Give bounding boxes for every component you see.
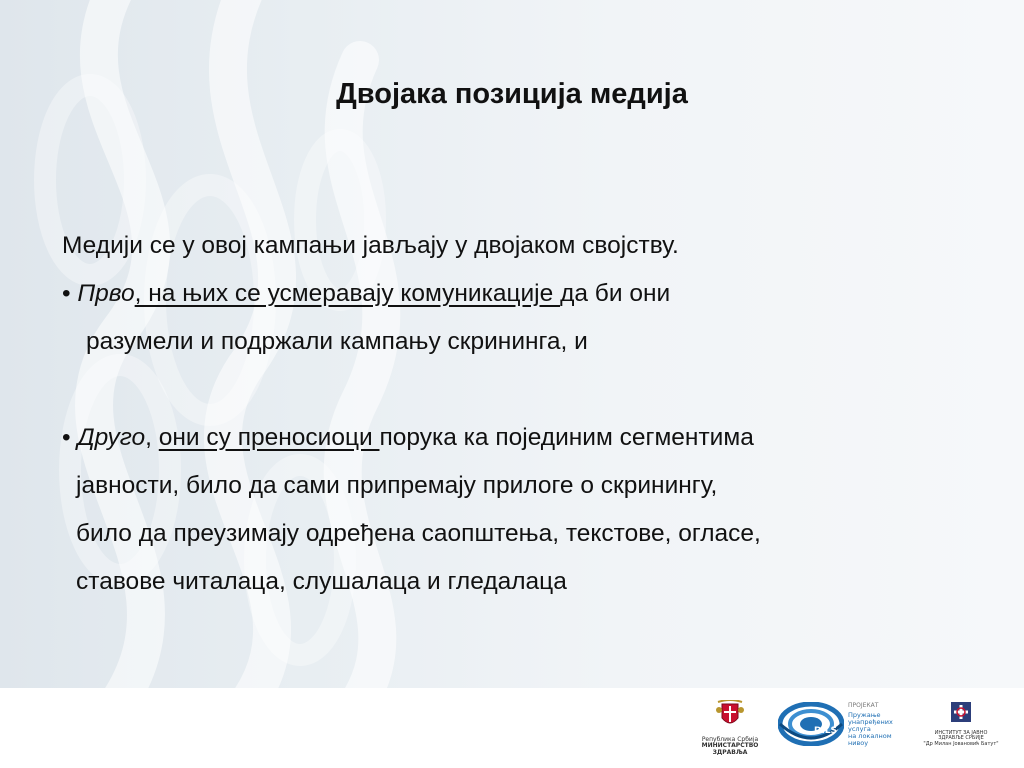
dils-project-logo: [778, 700, 912, 750]
serbian-coat-of-arms-icon: [694, 700, 766, 730]
bullet-2-line-3: било да преузимају одређена саопштења, текстове, огласе,: [76, 520, 761, 547]
intro-line: Медији се у овој кампањи јављају у двојаком својству.: [62, 232, 679, 259]
ministry-line-1: Република Србија: [701, 736, 759, 743]
bullet-1-italic: Прво: [77, 280, 135, 307]
institute-line-1: ИНСТИТУТ ЗА ЈАВНО ЗДРАВЉЕ СРБИЈЕ: [934, 730, 988, 742]
bullet-1-line-1: [62, 270, 992, 318]
bullet-2-line-4: ставове читалаца, слушалаца и гледалаца: [76, 568, 567, 595]
dils-line-1: ПРОЈЕКАТ: [848, 702, 879, 709]
bullet-1-rest: да би они: [560, 280, 671, 307]
ministry-of-health-logo: [694, 700, 766, 756]
ministry-line-2: МИНИСТАРСТВО ЗДРАВЉА: [701, 742, 759, 756]
dils-swirl-logo-icon: [778, 702, 844, 746]
paragraph-gap: [62, 366, 992, 414]
bullet-marker: •: [62, 424, 71, 451]
bullet-2-line-1: [62, 414, 992, 462]
bullet-2-italic: Друго: [77, 424, 146, 451]
bullet-2-line-2: јавности, било да сами припремају прилоге о скринингу,: [76, 472, 718, 499]
slide-title: Двојака позиција медија: [336, 78, 688, 110]
dils-line-4: на локалном нивоу: [848, 731, 892, 747]
bullet-2-rest: порука ка појединим сегментима: [379, 424, 754, 451]
bullet-1-line-2: разумели и подржали кампању скрининга, и: [86, 328, 588, 355]
bullet-1-underlined: , на њих се усмеравају комуникације: [134, 280, 561, 307]
bullet-marker: •: [62, 280, 71, 307]
institute-emblem-icon: [922, 700, 1000, 724]
dils-brand-text: DILS: [814, 726, 838, 736]
slide-body: [62, 222, 992, 606]
bullet-2-sep: ,: [145, 424, 159, 451]
institute-line-2: "Др Милан Јовановић Батут": [923, 740, 999, 747]
bullet-2-underlined: они су преносиоци: [158, 424, 380, 451]
dils-line-2: Пружање: [848, 711, 881, 720]
dils-line-3: унапређених услуга: [848, 718, 893, 733]
institute-public-health-logo: [922, 700, 1000, 750]
dils-text-block: [848, 703, 912, 746]
